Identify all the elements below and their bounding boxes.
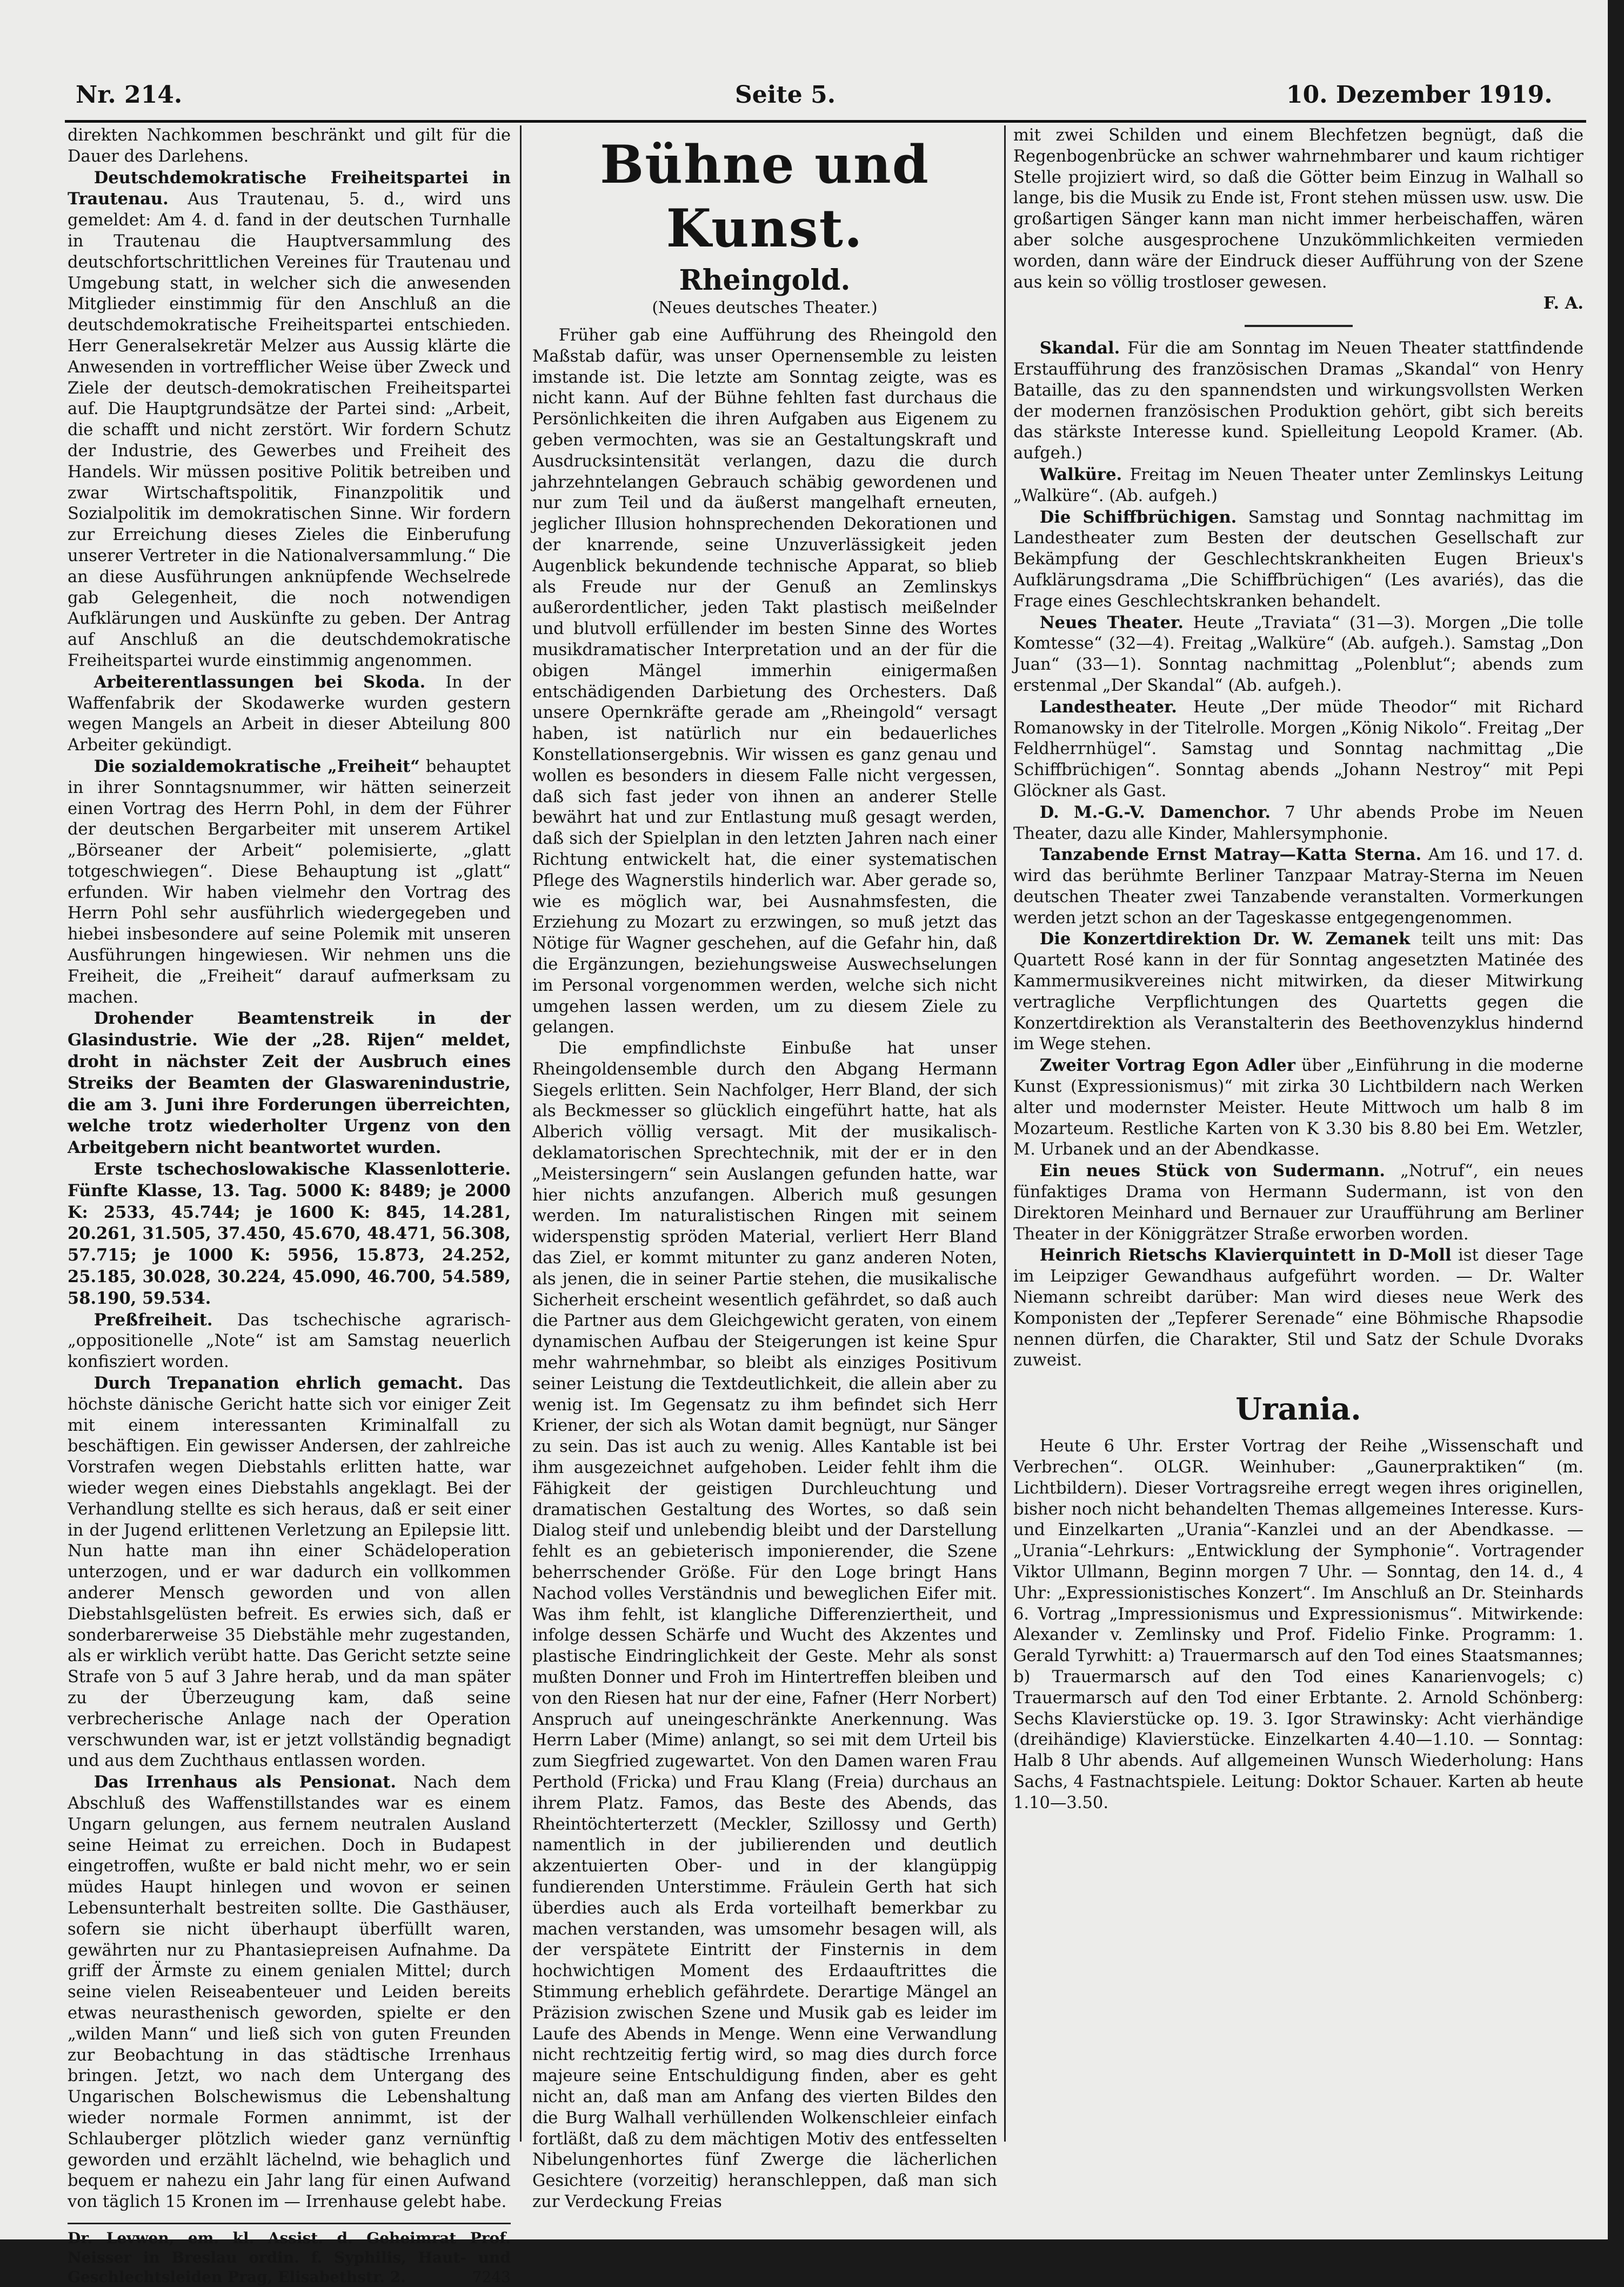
news-body: Für die am Sonntag im Neuen Theater stattfindende Erstaufführung des französischen Dramas „Skandal“ von Henry Bataille, das zu den spannendsten und wirkungsvollsten Werken der modernen französischen Produktion gehört, gibt sich bereits das stärkste Interesse kund. Spielleitung Leopold Kramer. (Ab. aufgeh.): [1013, 339, 1583, 463]
classified-ad: [68, 2223, 511, 2287]
news-body: In der Waffenfabrik der Skodawerke wurden gestern wegen Mangels an Arbeit in dieser Abteilung 800 Arbeiter gekündigt.: [68, 672, 511, 755]
news-item: [68, 168, 511, 672]
news-item: [1013, 802, 1583, 845]
news-headline: Walküre.: [1039, 464, 1122, 484]
urania-title: Urania.: [1235, 1391, 1361, 1428]
news-body: Wie der „28. Rijen“ meldet, droht in nächster Zeit der Ausbruch eines Streiks der Beamten der Glaswarenindustrie, die am 3. Juni ihre Forderungen überreichten, welche trotz wiederholter Urgenz von den Arbeitgebern nicht beantwortet wurden.: [68, 1030, 511, 1158]
news-body: Aus Trautenau, 5. d., wird uns gemeldet: Am 4. d. fand in der deutschen Turnhalle in Trautenau die Hauptversammlung des deutschfortschrittlichen Vereines für Trautenau und Umgebung statt, in welcher sich die anwesenden Mitglieder einstimmig für den Anschluß an die deutschdemokratische Freiheitspartei entschieden. Herr Generalsekretär Melzer aus Aussig klärte die Anwesenden in vortrefflicher Weise über Zweck und Ziele der deutsch-demokratischen Freiheitspartei auf. Die Hauptgrundsätze der Partei sind: „Arbeit, die schafft und nicht zerstört. Wir fordern Schutz der Industrie, des Gewerbes und Freiheit des Handels. Wir müssen positive Politik betreiben und zwar Wirtschaftspolitik, Finanzpolitik und Sozialpolitik im demokratischen Sinne. Wir fordern zur Erreichung dieses Zieles die Einberufung unserer Vertreter in die Nationalversammlung.“ Die an diese Ausführungen anknüpfende Wechselrede gab Gelegenheit, die noch notwendigen Aufklärungen und Auskünfte zu geben. Der Antrag auf Anschluß an die deutschdemokratische Freiheitspartei wurde einstimmig angenommen.: [68, 190, 511, 670]
news-headline: Zweiter Vortrag Egon Adler: [1039, 1056, 1295, 1076]
news-headline: Preßfreiheit.: [93, 1310, 213, 1330]
news-item: [68, 1373, 511, 1772]
news-item: [1013, 1161, 1583, 1245]
news-body: ist dieser Tage im Leipziger Gewandhaus aufgeführt worden. — Dr. Walter Niemann schreibt darüber: Man wird dieses neue Werk des Komponisten der „Tepferer Serenade“ eine Böhmische Rhapsodie nennen dürfen, die Charakter, Stil und Satz der Schule Dvoraks zuweist.: [1013, 1246, 1583, 1370]
news-body: Heute „Der müde Theodor“ mit Richard Romanowsky in der Titelrolle. Morgen „König Nikolo“. Freitag „Der Feldherrnhügel“. Samstag und Sonntag nachmittag „Die Schiffbrüchigen“. Sonntag abends „Johann Nestroy“ mit Pepi Glöckner als Gast.: [1013, 697, 1584, 801]
news-body: Heute „Traviata“ (31—3). Morgen „Die tolle Komtesse“ (32—4). Freitag „Walküre“ (Ab. aufgeh.). Samstag „Don Juan“ (33—1). Sonntag nachmittag „Polenblut“; abends zum erstenmal „Der Skandal“ (Ab. aufgeh.).: [1013, 613, 1583, 695]
news-body: Samstag und Sonntag nachmittag im Landestheater zum Besten der deutschen Gesellschaft zur Bekämpfung der Geschlechtskrankheiten Eugen Brieux's Aufklärungsdrama „Die Schiffbrüchigen“ (Les avariés), das die Frage eines Geschlechtskranken behandelt.: [1013, 508, 1583, 611]
news-item: [1013, 338, 1583, 464]
article-text: mit zwei Schilden und einem Blechfetzen begnügt, daß die Regenbogenbrücke an schwer wahrnehmbarer und kaum richtiger Stelle projiziert wird, so daß die Götter beim Einzug in Walhall so lange, bis die Musik zu Ende ist, Front stehen müssen usw. usw. Die großartigen Sänger kann man nicht immer herbeischaffen, wären aber solche ausgesprochene Unzukömmlichkeiten vermieden worden, dann wäre der Eindruck dieser Aufführung von der Szene aus kein so völlig trostloser gewesen.: [1013, 126, 1583, 292]
news-headline: Heinrich Rietschs Klavierquintett in D-Moll: [1039, 1245, 1452, 1265]
news-body: „Notruf“, ein neues fünfaktiges Drama von Hermann Sudermann, ist von den Direktoren Meinhard und Bernauer zur Uraufführung am Berliner Theater in der Königgrätzer Straße erworben worden.: [1013, 1162, 1583, 1244]
author-signature: F. A.: [1543, 294, 1583, 314]
news-body: Nach dem Abschluß des Waffenstillstandes war es einem Ungarn gelungen, aus fernem neutralen Ausland seine Heimat zu erreichen. Doch in Budapest eingetroffen, wußte er bald nicht mehr, wo er sein müdes Haupt hinlegen und wovon er seinen Lebensunterhalt bestreiten sollte. Die Gasthäuser, sofern sie nicht überhaupt überfüllt waren, gewährten nur zu Phantasiepreisen Aufnahme. Da griff der Ärmste zu einem genialen Mittel; durch seine vielen Reiseabenteuer und Leiden bereits etwas neurasthenisch geworden, spielte er den „wilden Mann“ und ließ sich von guten Freunden zur Beobachtung in das städtische Irrenhaus bringen. Jetzt, wo nach dem Untergang des Ungarischen Bolschewismus die Lebenshaltung wieder normale Formen annimmt, ist der Schlauberger plötzlich wieder ganz vernünftig geworden und erzählt lächelnd, wie behaglich und bequem er nahezu ein Jahr lang für einen Aufwand von täglich 15 Kronen im — Irrenhause gelebt habe.: [68, 1773, 511, 2212]
article-title: Rheingold.: [679, 264, 851, 297]
column-divider-1: [520, 125, 522, 2142]
news-headline: Das Irrenhaus als Pensionat.: [93, 1772, 397, 1792]
news-item: [1013, 1055, 1583, 1161]
news-headline: Die Konzertdirektion Dr. W. Zemanek: [1039, 929, 1411, 949]
issue-number: Nr. 214.: [76, 81, 183, 109]
news-item: [1013, 464, 1583, 507]
article-text: Die empfindlichste Einbuße hat unser Rheingoldensemble durch den Abgang Hermann Siegels erlitten. Sein Nachfolger, Herr Bland, der sich als Beckmesser so glücklich eingeführt hatte, hat als Alberich völlig versagt. Mit der musikalisch-deklamatorischen Sprechtechnik, mit der er in den „Meistersingern“ sein Auslangen gefunden hatte, war hier nichts anzufangen. Alberich muß gesungen werden. Im naturalistischen Ringen mit seinem widerspenstig spröden Material, verliert Herr Bland das Ziel, er kommt mitunter zu ganz anderen Noten, als jenen, die in seiner Partie stehen, die musikalische Sicherheit erscheint wesentlich gefährdet, so daß auch die Partner aus dem Gleichgewicht geraten, von einem dynamischen Aufbau der Steigerungen ist keine Spur mehr wahrnehmbar, so bleibt als einziges Positivum seiner Leistung die Textdeutlichkeit, die allein aber zu wenig ist. Im Gegensatz zu ihm befindet sich Herr Kriener, der sich als Wotan damit begnügt, nur Sänger zu sein. Das ist auch zu wenig. Alles Kantable ist bei ihm ausgezeichnet aufgehoben. Leider fehlt ihm die Fähigkeit der geistigen Durchleuchtung und dramatischen Gestaltung des Wortes, so daß sein Dialog steif und unlebendig bleibt und der Darstellung fehlt es an gebieterisch imponierender, die Szene beherrschender Größe. Für den Loge bringt Hans Nachod volles Verständnis und beweglichen Eifer mit. Was ihm fehlt, ist klangliche Differenziertheit, und infolge dessen Schärfe und Wucht des Akzentes und plastische Eindringlichkeit der Geste. Mehr als sonst mußten Donner und Froh im Hintertreffen bleiben und von den Riesen hat nur der eine, Fafner (Herr Norbert) Anspruch auf uneingeschränkte Anerkennung. Was Herrn Laber (Mime) anlangt, so sei mit dem Urteil bis zum Siegfried zugewartet. Von den Damen waren Frau Perthold (Fricka) und Frau Klang (Freia) durchaus an ihrem Platz. Famos, das Beste des Abends, das Rheintöchterterzett (Meckler, Szillossy und Gerth) namentlich in der jubilierenden und deutlich akzentuierten Ober- und in der klangüppig fundierenden Unterstimme. Fräulein Gerth hat sich überdies auch als Erda vorteilhaft bemerkbar zu machen verstanden, was umsomehr besagen will, als der verspätete Eintritt der Finsternis in dem hochwichtigen Moment des Erdaauftrittes die Stimmung erheblich gefährdete. Derartige Mängel an Präzision zwischen Szene und Musik gab es leider im Laufe des Abends in Menge. Wenn eine Verwandlung nicht rechtzeitig fertig wird, so mag dies durch force majeure seine Entschuldigung finden, aber es geht nicht an, daß man am Anfang des vierten Bildes den die Burg Walhall verhüllenden Wolkenschleier einfach fortläßt, daß zu dem mächtigen Motiv des entfesselten Nibelungenhortes fünf Zwerge die lächerlichen Gesichtere (vorzeitig) heranschleppen, daß man sich zur Verdeckung Freias: [532, 1039, 997, 2211]
news-item: [1013, 612, 1583, 697]
column-middle: [532, 125, 997, 2211]
news-item: [1013, 844, 1583, 929]
news-body: Fünfte Klasse, 13. Tag. 5000 K: 8489; je 2000 K: 2533, 45.744; je 1600 K: 845, 14.281, 20.261, 31.505, 37.450, 45.670, 48.471, 56.308, 57.715; je 1000 K: 5956, 15.873, 24.252, 25.185, 30.028, 30.224, 45.090, 46.700, 54.589, 58.190, 59.534.: [68, 1181, 511, 1308]
column-left: [68, 125, 511, 2286]
news-item: [1013, 507, 1583, 612]
ad-number: 7243: [472, 2268, 511, 2286]
article-text: Heute 6 Uhr. Erster Vortrag der Reihe „Wissenschaft und Verbrechen“. OLGR. Weinhuber: „Gaunerpraktiken“ (m. Lichtbildern). Dieser Vortragsreihe erregt wegen ihres originellen, bisher noch nicht behandelten Themas allgemeines Interesse. Kurs- und Einzelkarten „Urania“-Kanzlei und an der Abendkasse. — „Urania“-Lehrkurs: „Entwicklung der Symphonie“. Vortragender Viktor Ullmann, Beginn morgen 7 Uhr. — Sonntag, den 14. d., 4 Uhr: „Expressionistisches Konzert“. Im Anschluß an Dr. Steinhards 6. Vortrag „Impressionismus und Expressionismus“. Mitwirkende: Alexander v. Zemlinsky und Prof. Fidelio Finke. Programm: 1. Gerald Tyrwhitt: a) Trauermarsch auf den Tod eines Staatsmannes; b) Trauermarsch auf den Tod eines Kanarienvogels; c) Trauermarsch auf den Tod einer Erbtante. 2. Arnold Schönberg: Sechs Klavierstücke op. 19. 3. Igor Strawinsky: Acht vierhändige (dreihändige) Klavierstücke. Einzelkarten 4.40—1.10. — Sonntag: Halb 8 Uhr abends. Auf allgemeinen Wunsch Wiederholung: Hans Sachs, 4 Fastnachtspiele. Leitung: Doktor Schauer. Karten ab heute 1.10—3.50.: [1013, 1437, 1583, 1812]
page-header: [0, 81, 1608, 114]
news-item: [68, 756, 511, 1009]
article-text: direkten Nachkommen beschränkt und gilt für die Dauer des Darlehens.: [68, 126, 511, 166]
news-headline: Ein neues Stück von Sudermann.: [1039, 1161, 1386, 1181]
news-item: [68, 1159, 511, 1310]
news-headline: D. M.-G.-V. Damenchor.: [1039, 802, 1271, 822]
separator-rule: [1245, 325, 1353, 327]
news-item: [1013, 929, 1583, 1055]
news-headline: Skandal.: [1039, 338, 1120, 358]
news-item: [68, 1310, 511, 1373]
column-right: [1013, 125, 1583, 2142]
news-headline: Deutschdemokratische Freiheitspartei in Trautenau.: [68, 168, 511, 209]
header-rule: [65, 120, 1586, 123]
news-item: [68, 1008, 511, 1159]
news-headline: Durch Trepanation ehrlich gemacht.: [93, 1373, 464, 1393]
page-number: Seite 5.: [735, 81, 836, 109]
news-body: über „Einführung in die moderne Kunst (Expressionismus)“ mit zirka 30 Lichtbildern nach Werken alter und modernster Meister. Heute Mittwoch um halb 8 im Mozarteum. Restliche Karten von K 3.30 bis 8.80 bei Em. Wetzler, M. Urbanek und an der Abendkasse.: [1013, 1056, 1583, 1159]
news-headline: Drohender Beamtenstreik in der Glasindustrie.: [68, 1009, 511, 1050]
news-body: teilt uns mit: Das Quartett Rosé kann in der für Sonntag angesetzten Matinée des Kammermusikvereines nicht mitwirken, da dieser Mitwirkung vertragliche Verpflichtungen des Quartetts gegen die Konzertdirektion als Veranstalterin des Beethovenzyklus hindernd im Wege stehen.: [1013, 930, 1583, 1054]
news-item: [1013, 1245, 1583, 1371]
news-body: Das tschechische agrarisch-„oppositionelle „Note“ ist am Samstag neuerlich konfisziert worden.: [68, 1310, 511, 1372]
news-headline: Neues Theater.: [1039, 612, 1184, 632]
news-headline: Erste tschechoslowakische Klassenlotterie.: [93, 1159, 511, 1179]
news-body: Freitag im Neuen Theater unter Zemlinskys Leitung „Walküre“. (Ab. aufgeh.): [1013, 465, 1583, 505]
news-headline: Landestheater.: [1039, 697, 1177, 717]
issue-date: 10. Dezember 1919.: [1286, 81, 1553, 109]
news-body: Das höchste dänische Gericht hatte sich vor einiger Zeit mit einem interessanten Kriminalfall zu beschäftigen. Ein gewisser Andersen, der zahlreiche Vorstrafen wegen Diebstahls erlitten hatte, war wieder wegen eines Diebstahls angeklagt. Bei der Verhandlung stellte es sich heraus, daß er seit einer in der Jugend erlittenen Verletzung an Epilepsie litt. Nun hatte man ihn einer Schädeloperation unterzogen, und er war dadurch ein vollkommen anderer Mensch geworden und von allen Diebstahlsgelüsten befreit. Es erwies sich, daß er sonderbarerweise 35 Diebstähle mehr zugestanden, als er wirklich verübt hatte. Das Gericht setzte seine Strafe von 5 auf 3 Jahre herab, und da man später zu der Überzeugung kam, daß seine verbrecherische Anlage nach der Operation verschwunden war, ist er jetzt vollständig begnadigt und aus dem Zuchthaus entlassen worden.: [68, 1374, 511, 1771]
news-item: [1013, 697, 1583, 802]
article-text: Früher gab eine Aufführung des Rheingold den Maßstab dafür, was unser Opernensemble zu leisten imstande ist. Die letzte am Sonntag zeigte, was es nicht kann. Auf der Bühne fehlten fast durchaus die Persönlichkeiten die ihren Aufgaben aus Eigenem zu geben vermochten, was sie an Gestaltungskraft und Ausdrucksintensität verlangen, dazu die durch jahrzehntelangen Gebrauch schäbig gewordenen und nur zum Teil und da äußerst mangelhaft erneuten, jeglicher Illusion hohnsprechenden Dekorationen und der knarrende, seine Unzuverlässigkeit jeden Augenblick bekundende technische Apparat, so blieb als Freude nur der Genuß an Zemlinskys außerordentlicher, jeden Takt plastisch meißelnder und blutvoll erfüllender im besten Sinne des Wortes musikdramatischer Interpretation und an der für die obigen Mängel immerhin einigermaßen entschädigenden Darbietung des Orchesters. Daß unsere Opernkräfte gerade am „Rheingold“ versagt haben, ist natürlich nur ein bedauerliches Konstellationsergebnis. Wir wissen es ganz genau und wollen es besonders in diesem Falle nicht vergessen, daß sich fast jeder von ihnen an anderer Stelle bewährt hat und zur Entlastung muß gesagt werden, daß sich der Spielplan in den letzten Jahren nach einer Richtung entwickelt hat, die einer systematischen Pflege des Wagnerstils hinderlich war. Aber gerade so, wie es möglich war, bei Ausnahmsfesten, die Erziehung zu Mozart zu erzwingen, so muß jetzt das Nötige für Wagner geschehen, auf die Gefahr hin, daß die Ergänzungen, beziehungsweise Auswechselungen im Personal vorgenommen werden, welche sich nicht umgehen lassen werden, um zu diesem Ziele zu gelangen.: [532, 326, 997, 1037]
news-item: [68, 672, 511, 756]
news-headline: Arbeiterentlassungen bei Skoda.: [93, 672, 426, 692]
news-headline: Tanzabende Ernst Matray—Katta Sterna.: [1039, 845, 1422, 865]
column-divider-2: [1004, 125, 1006, 2142]
article-subtitle: (Neues deutsches Theater.): [652, 298, 878, 317]
ad-text: Dr. Levwen, em. kl. Assist. d. Geheimrat Prof. Neisser in Breslau ordin. f. Syphilis, Haut- und Geschlechtsleiden Prag, Elisabethstr. 2.: [68, 2229, 511, 2286]
section-title: Bühne und Kunst.: [600, 134, 930, 259]
news-body: behauptet in ihrer Sonntagsnummer, wir hätten seinerzeit einen Vortrag des Herrn Pohl, in dem der Führer der deutschen Bergarbeiter mit unserem Artikel „Börseaner der Arbeit“ polemisierte, „glatt totgeschwiegen“. Diese Behauptung ist „glatt“ erfunden. Wir haben vielmehr den Vortrag des Herrn Pohl sehr ausführlich wiedergegeben und hiebei insbesondere auf seine Polemik mit unseren Ausführungen hingewiesen. Wir nehmen uns die Freiheit, die „Freiheit“ darauf aufmerksam zu machen.: [68, 757, 511, 1007]
news-headline: Die Schiffbrüchigen.: [1039, 507, 1237, 527]
news-body: Am 16. und 17. d. wird das berühmte Berliner Tanzpaar Matray-Sterna im Neuen deutschen Theater zwei Tanzabende veranstalten. Vormerkungen werden jetzt schon an der Tageskasse entgegengenommen.: [1013, 845, 1583, 928]
news-body: 7 Uhr abends Probe im Neuen Theater, dazu alle Kinder, Mahlersymphonie.: [1013, 803, 1583, 843]
news-headline: Die sozialdemokratische „Freiheit“: [93, 756, 420, 776]
news-item: [68, 1772, 511, 2213]
